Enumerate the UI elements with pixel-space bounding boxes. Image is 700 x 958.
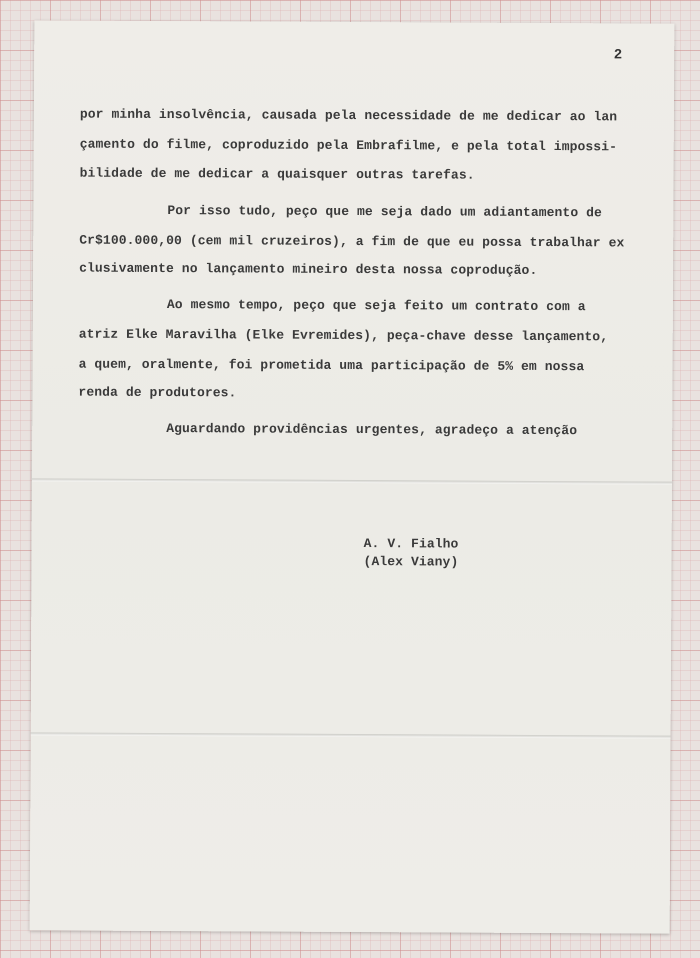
text-line: Cr$100.000,00 (cem mil cruzeiros), a fim de que eu possa trabalhar ex xyxy=(79,232,625,251)
text-line: Por isso tudo, peço que me seja dado um adiantamento de xyxy=(167,203,603,221)
text-line: renda de produtores. xyxy=(78,384,237,401)
signature-name: A. V. Fialho xyxy=(363,536,459,552)
text-line: atriz Elke Maravilha (Elke Evremides), peça-chave desse lançamento, xyxy=(78,326,609,345)
page-number: 2 xyxy=(613,47,623,64)
text-line: Ao mesmo tempo, peço que seja feito um contrato com a xyxy=(166,297,586,315)
signature-alias: (Alex Viany) xyxy=(363,554,459,570)
text-line: bilidade de me dedicar a quaisquer outras tarefas. xyxy=(79,165,475,183)
closing-line: Aguardando providências urgentes, agradeço a atenção xyxy=(166,421,578,439)
text-line: çamento do filme, coproduzido pela Embrafilme, e pela total impossi- xyxy=(79,136,618,155)
text-line: por minha insolvência, causada pela necessidade de me dedicar ao lan xyxy=(79,106,618,125)
text-line: clusivamente no lançamento mineiro desta nossa coprodução. xyxy=(79,260,538,278)
text-line: a quem, oralmente, foi prometida uma participação de 5% em nossa xyxy=(78,356,585,375)
paper-fold-line xyxy=(32,478,672,484)
letter-page xyxy=(30,20,675,933)
paper-fold-line xyxy=(31,732,671,738)
